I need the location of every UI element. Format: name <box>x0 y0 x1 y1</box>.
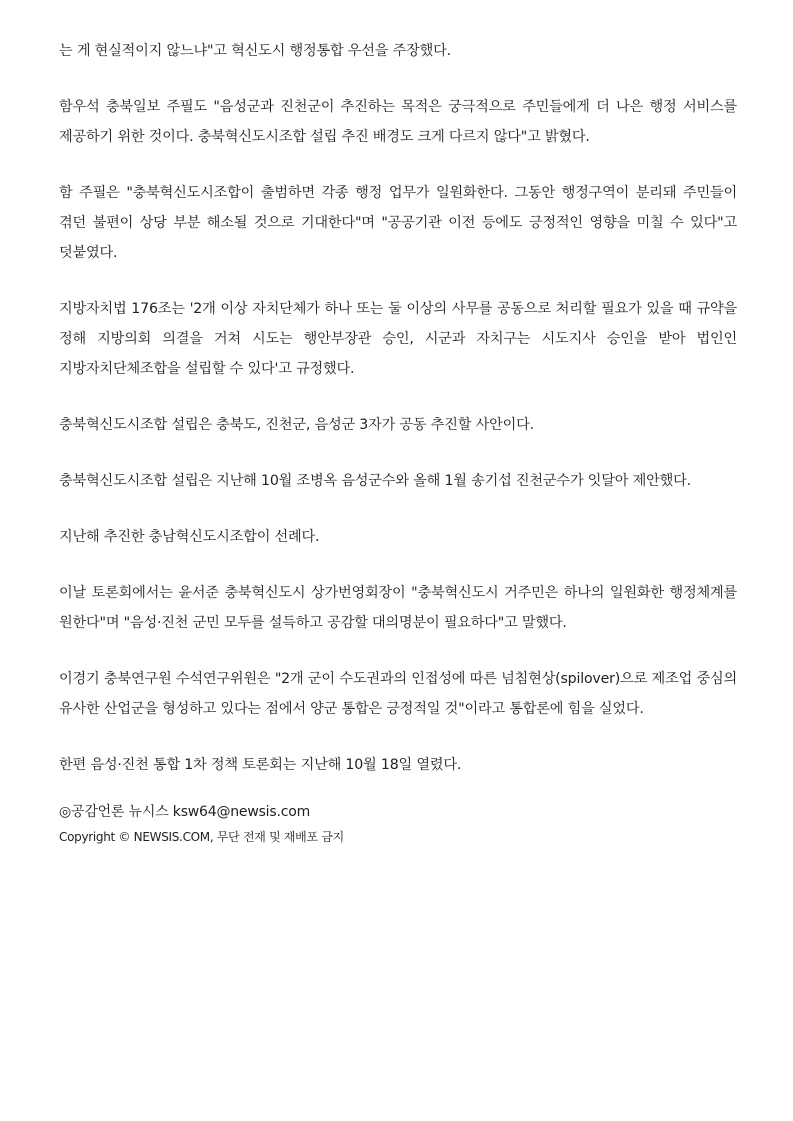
article-paragraph-4: 지방자치법 176조는 '2개 이상 자치단체가 하나 또는 둘 이상의 사무를 공동으로 처리할 필요가 있을 때 규약을 정해 지방의회 의결을 거쳐 시도는 행안부장관 승인, 시군과 자치구는 시도지사 승인을 받아 법인인 지방자치단체조합을 설립할 수 있다'고 규정했다. <box>59 301 737 377</box>
article-paragraph-2: 함우석 충북일보 주필도 "음성군과 진천군이 추진하는 목적은 궁극적으로 주민들에게 더 나은 행정 서비스를 제공하기 위한 것이다. 충북혁신도시조합 설립 추진 배경도 크게 다르지 않다"고 밝혔다. <box>59 99 737 145</box>
article-body <box>59 36 737 806</box>
byline: ◎공감언론 뉴시스 ksw64@newsis.com <box>59 804 311 820</box>
article-paragraph-3: 함 주필은 "충북혁신도시조합이 출범하면 각종 행정 업무가 일원화한다. 그동안 행정구역이 분리돼 주민들이 겪던 불편이 상당 부분 해소될 것으로 기대한다"며 "공공기관 이전 등에도 긍정적인 영향을 미칠 수 있다"고 덧붙였다. <box>59 185 737 261</box>
article-paragraph-5: 충북혁신도시조합 설립은 충북도, 진천군, 음성군 3자가 공동 추진할 사안이다. <box>59 417 534 433</box>
article-paragraph-8: 이날 토론회에서는 윤서준 충북혁신도시 상가번영회장이 "충북혁신도시 거주민은 하나의 일원화한 행정체계를 원한다"며 "음성·진천 군민 모두를 설득하고 공감할 대의명분이 필요하다"고 말했다. <box>59 585 737 631</box>
article-paragraph-10: 한편 음성·진천 통합 1차 정책 토론회는 지난해 10월 18일 열렸다. <box>59 757 462 773</box>
copyright-notice: Copyright © NEWSIS.COM, 무단 전재 및 재배포 금지 <box>59 830 344 844</box>
article-footer <box>59 800 737 848</box>
article-paragraph-6: 충북혁신도시조합 설립은 지난해 10월 조병옥 음성군수와 올해 1월 송기섭 진천군수가 잇달아 제안했다. <box>59 473 691 489</box>
article-paragraph-9: 이경기 충북연구원 수석연구위원은 "2개 군이 수도권과의 인접성에 따른 넘침현상(spilover)으로 제조업 중심의 유사한 산업군을 형성하고 있다는 점에서 양군 통합은 긍정적일 것"이라고 통합론에 힘을 실었다. <box>59 671 737 717</box>
article-paragraph-7: 지난해 추진한 충남혁신도시조합이 선례다. <box>59 529 320 545</box>
article-paragraph-1: 는 게 현실적이지 않느냐"고 혁신도시 행정통합 우선을 주장했다. <box>59 43 451 59</box>
